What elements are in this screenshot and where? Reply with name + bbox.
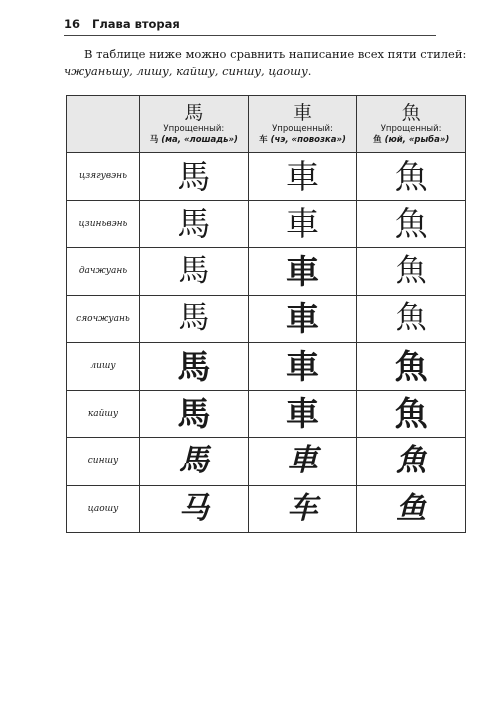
style-name-cell: сяочжуань <box>67 295 140 343</box>
glyph-cell: 車 <box>248 390 357 438</box>
glyph-cell: 魚 <box>357 438 466 486</box>
header-cell-fish <box>357 96 466 153</box>
intro-suffix: . <box>307 64 312 78</box>
style-name-cell: цзягувэнь <box>67 153 140 201</box>
glyph-cell: 魚 <box>357 200 466 248</box>
glyph-cell: 馬 <box>140 248 249 296</box>
table-row <box>67 200 466 248</box>
page-number: 16 <box>64 17 81 31</box>
style-name-cell: цаошу <box>67 485 140 533</box>
simplified-reading: (юй, «рыба») <box>384 135 450 145</box>
header-simplified <box>249 135 357 146</box>
glyph-cell: 車 <box>248 343 357 391</box>
table-row <box>67 248 466 296</box>
simplified-reading: (ма, «лошадь») <box>161 135 238 145</box>
table-row <box>67 390 466 438</box>
style-name-cell: синшу <box>67 438 140 486</box>
table-row <box>67 438 466 486</box>
header-cell-cart <box>248 96 357 153</box>
glyph-cell: 車 <box>248 200 357 248</box>
glyph-cell: 马 <box>140 485 249 533</box>
simplified-char: 车 <box>259 135 268 145</box>
glyph-cell: 車 <box>248 248 357 296</box>
header-cell-horse <box>140 96 249 153</box>
style-name-cell: цзиньвэнь <box>67 200 140 248</box>
header-rule <box>64 35 436 36</box>
header-char: 魚 <box>401 102 421 124</box>
header-label: Упрощенный: <box>163 124 225 134</box>
header-char: 馬 <box>184 102 204 124</box>
intro-paragraph <box>64 46 484 80</box>
style-name-cell: лишу <box>67 343 140 391</box>
style-name-cell: дачжуань <box>67 248 140 296</box>
glyph-cell: 魚 <box>357 248 466 296</box>
glyph-cell: 車 <box>248 295 357 343</box>
glyph-cell: 鱼 <box>357 485 466 533</box>
glyph-cell: 魚 <box>357 295 466 343</box>
glyph-cell: 魚 <box>357 153 466 201</box>
glyph-cell: 馬 <box>140 153 249 201</box>
header-label: Упрощенный: <box>272 124 333 134</box>
table-row <box>67 153 466 201</box>
glyph-cell: 車 <box>248 438 357 486</box>
table-row <box>67 343 466 391</box>
header-simplified <box>357 135 465 146</box>
style-name-cell: кайшу <box>67 390 140 438</box>
simplified-reading: (чэ, «повозка») <box>270 135 346 145</box>
running-head <box>64 17 436 31</box>
intro-styles-list: чжуаньшу, лишу, кайшу, синшу, цаошу <box>64 64 308 78</box>
glyph-cell: 車 <box>248 153 357 201</box>
calligraphy-styles-table <box>66 95 466 533</box>
header-corner-cell <box>67 96 140 153</box>
glyph-cell: 馬 <box>140 295 249 343</box>
glyph-cell: 馬 <box>140 200 249 248</box>
glyph-cell: 馬 <box>140 390 249 438</box>
table-header-row <box>67 96 466 153</box>
glyph-cell: 车 <box>248 485 357 533</box>
glyph-cell: 馬 <box>140 438 249 486</box>
intro-prefix: В таблице ниже можно сравнить написание всех пяти стилей: <box>84 47 467 61</box>
glyph-cell: 馬 <box>140 343 249 391</box>
glyph-cell: 魚 <box>357 390 466 438</box>
table-row <box>67 295 466 343</box>
chapter-title: Глава вторая <box>92 17 180 31</box>
simplified-char: 鱼 <box>373 135 382 145</box>
table-row <box>67 485 466 533</box>
simplified-char: 马 <box>149 135 159 145</box>
header-char: 車 <box>292 102 312 124</box>
header-simplified <box>140 135 248 146</box>
header-label: Упрощенный: <box>380 124 442 134</box>
glyph-cell: 魚 <box>357 343 466 391</box>
